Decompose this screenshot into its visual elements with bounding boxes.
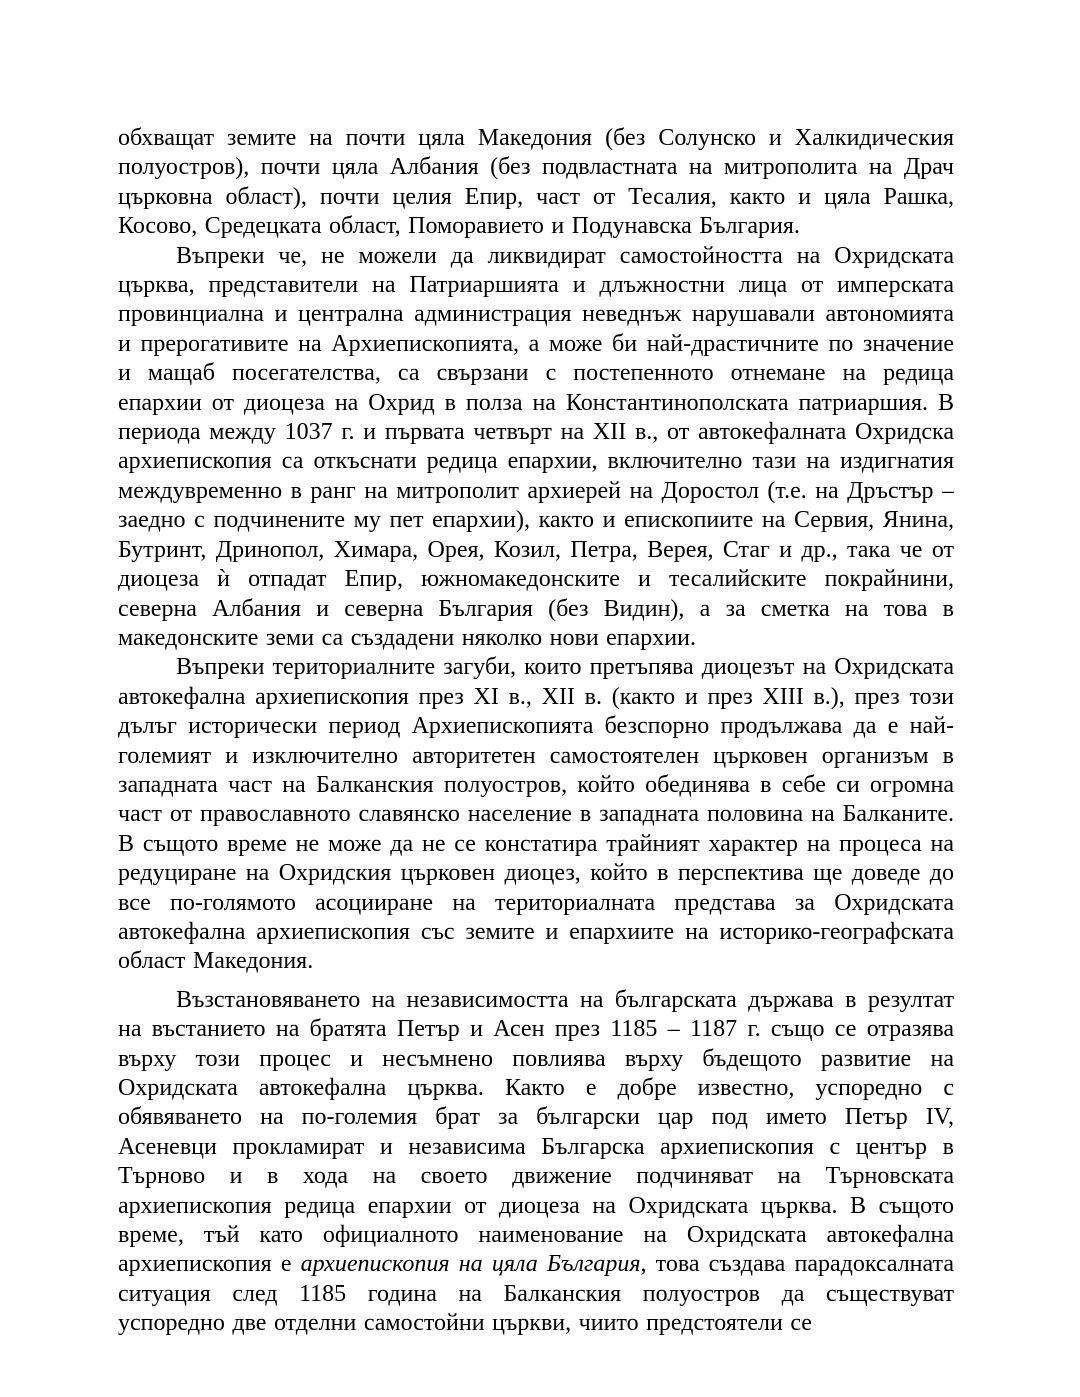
paragraph-2 (118, 242, 954, 654)
text-run: , това създава парадоксалната ситуация след 1185 година на Балканския полуостров да съществуват успоредно две отделни самостойни църкви, чиито предстоятели се (118, 1251, 954, 1337)
text-run: Въпреки че, не можели да ликвидират самостойността на Охридската църква, представители на Патриаршията и длъжностни лица от имперската провинциална и централна администрация неведнъж нарушавали автономията и прерогативите на Архиепископията, а може би най-драстичните по значение и мащаб посегателства, са свързани с постепенното отнемане на редица епархии от диоцеза на Охрид в полза на Константинополската патриаршия. В периода между 1037 г. и първата четвърт на XII в., от автокефалната Охридска архиепископия са откъснати редица епархии, включително тази на издигнатия междувременно в ранг на митрополит архиерей на Доростол (т.е. на Дръстър – заедно с подчинените му пет епархии), както и епископиите на Сервия, Янина, Бутринт, Дринопол, Химара, Орея, Козил, Петра, Верея, Стаг и др., така че от диоцеза ѝ отпадат Епир, южномакедонските и тесалийските покрайнини, северна Албания и северна България (без Видин), а за сметка на това в македонските земи са създадени няколко нови епархии. (118, 242, 954, 651)
text-run: обхващат земите на почти цяла Македония (без Солунско и Халкидическия полуостров), почти цяла Албания (без подвластната на митрополита на Драч църковна област), почти целия Епир, част от Тесалия, както и цяла Рашка, Косово, Средецката област, Поморавието и Подунавска България. (118, 125, 954, 240)
text-run: Възстановяването на независимостта на българската държава в резултат на въстанието на братята Петър и Асен през 1185 – 1187 г. също се отразява върху този процес и несъмнено повлиява върху бъдещото развитие на Охридската автокефална църква. Както е добре известно, успоредно с обявяването на по-големия брат за български цар под името Петър IV, Асеневци прокламират и независима Българска архиепископия с център в Търново и в хода на своето движение подчиняват на Търновската архиепископия редица епархии от диоцеза на Охридската църква. В същото време, тъй като официалното наименование на Охридската автокефална архиепископия е (118, 986, 954, 1278)
paragraph-1 (118, 124, 954, 242)
paragraph-3 (118, 653, 954, 976)
text-run: Въпреки териториалните загуби, които претъпява диоцезът на Охридската автокефална архиепископия през XI в., XII в. (както и през XIII в.), през този дълъг исторически период Архиепископията безспорно продължава да е най-големият и изключително авторитетен самостоятелен църковен организъм в западната част на Балканския полуостров, който обединява в себе си огромна част от православното славянско население в западната половина на Балканите. В същото време не може да не се констатира трайният характер на процеса на редуциране на Охридския църковен диоцез, който в перспектива ще доведе до все по-голямото асоцииране на териториалната представа за Охридската автокефална архиепископия със земите и епархиите на историко-географската област Македония. (118, 654, 954, 975)
italic-text-run: архиепископия на цяла България (300, 1251, 641, 1278)
text-block (118, 124, 954, 1339)
paragraph-4 (118, 986, 954, 1339)
